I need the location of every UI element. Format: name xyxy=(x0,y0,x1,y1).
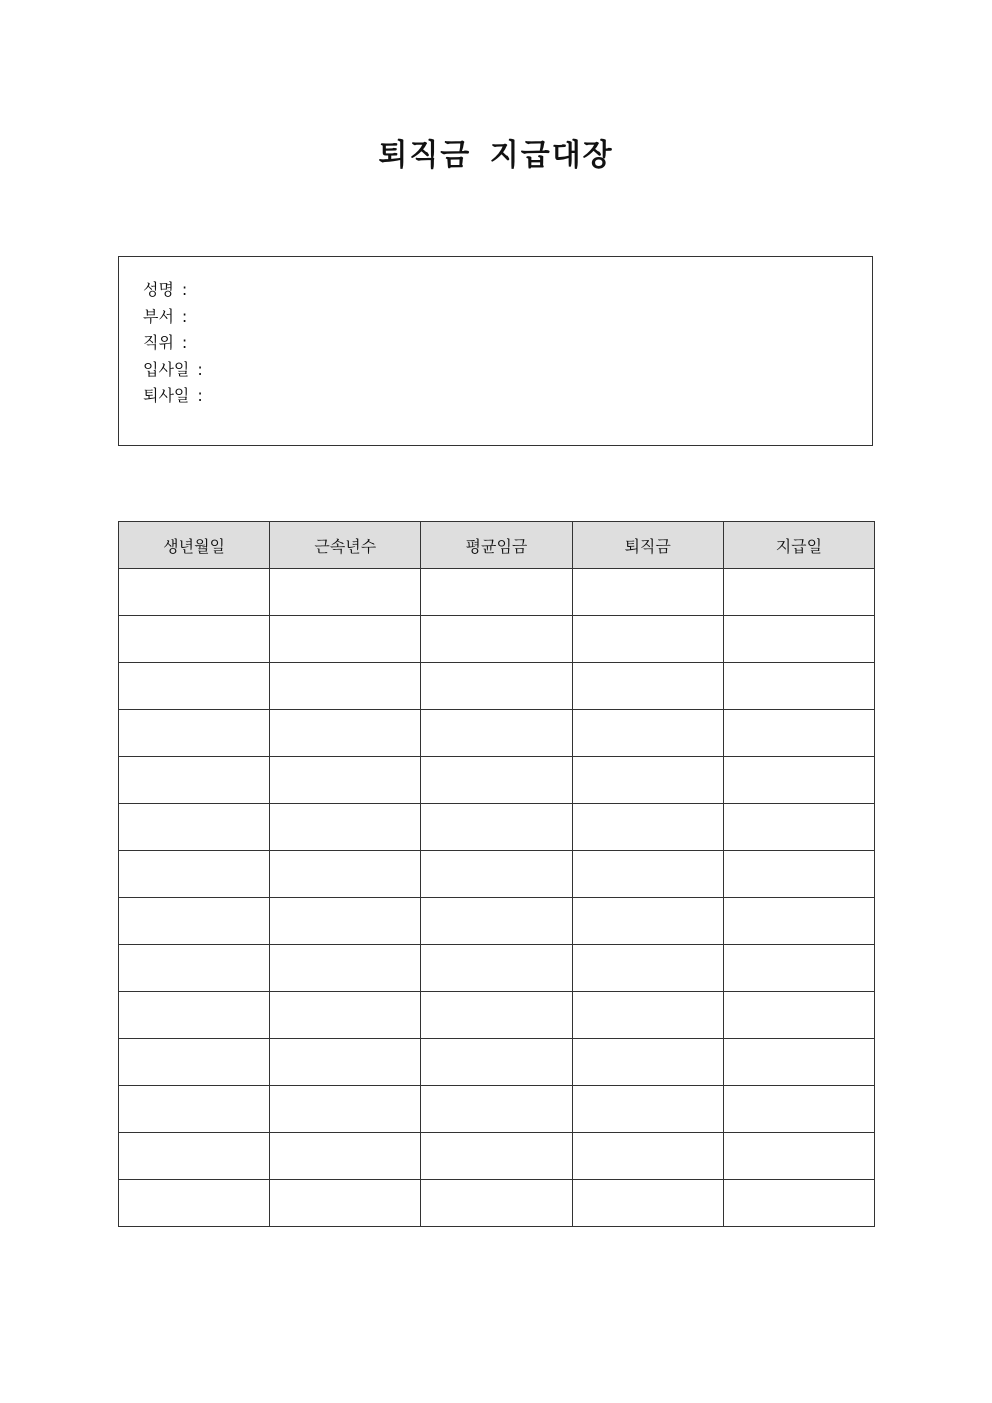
table-cell[interactable] xyxy=(421,851,572,898)
table-cell[interactable] xyxy=(270,898,421,945)
table-row xyxy=(119,945,875,992)
table-cell[interactable] xyxy=(572,851,723,898)
column-header-average-wage: 평균임금 xyxy=(421,522,572,569)
table-cell[interactable] xyxy=(723,616,874,663)
table-row xyxy=(119,1086,875,1133)
table-cell[interactable] xyxy=(421,804,572,851)
info-label: 입사일 xyxy=(143,359,190,379)
employee-info-box xyxy=(118,256,873,446)
table-cell[interactable] xyxy=(270,851,421,898)
column-header-severance-pay: 퇴직금 xyxy=(572,522,723,569)
table-cell[interactable] xyxy=(723,1086,874,1133)
table-cell[interactable] xyxy=(723,710,874,757)
table-cell[interactable] xyxy=(572,757,723,804)
info-separator: : xyxy=(181,306,188,326)
table-cell[interactable] xyxy=(572,898,723,945)
table-cell[interactable] xyxy=(421,1133,572,1180)
table-cell[interactable] xyxy=(723,804,874,851)
table-cell[interactable] xyxy=(270,1086,421,1133)
info-label: 퇴사일 xyxy=(143,386,190,405)
table-cell[interactable] xyxy=(270,1039,421,1086)
table-cell[interactable] xyxy=(119,1133,270,1180)
table-cell[interactable] xyxy=(572,804,723,851)
table-row xyxy=(119,1180,875,1227)
table-cell[interactable] xyxy=(270,945,421,992)
table-row xyxy=(119,569,875,616)
info-field-retire-date xyxy=(143,383,848,410)
table-cell[interactable] xyxy=(119,1086,270,1133)
column-header-payment-date: 지급일 xyxy=(723,522,874,569)
table-cell[interactable] xyxy=(270,1133,421,1180)
table-cell[interactable] xyxy=(270,710,421,757)
table-cell[interactable] xyxy=(119,569,270,616)
info-field-department xyxy=(143,304,848,331)
table-cell[interactable] xyxy=(723,1133,874,1180)
table-cell[interactable] xyxy=(572,992,723,1039)
table-cell[interactable] xyxy=(723,1039,874,1086)
info-label: 성명 xyxy=(143,280,174,299)
table-cell[interactable] xyxy=(421,616,572,663)
table-row xyxy=(119,1133,875,1180)
table-cell[interactable] xyxy=(119,1180,270,1227)
table-cell[interactable] xyxy=(421,569,572,616)
table-row xyxy=(119,1039,875,1086)
table-cell[interactable] xyxy=(572,569,723,616)
table-cell[interactable] xyxy=(421,663,572,710)
table-cell[interactable] xyxy=(270,757,421,804)
column-header-birth-date: 생년월일 xyxy=(119,522,270,569)
table-cell[interactable] xyxy=(119,804,270,851)
table-row xyxy=(119,710,875,757)
table-cell[interactable] xyxy=(723,898,874,945)
table-header-row xyxy=(119,522,875,569)
table-cell[interactable] xyxy=(119,710,270,757)
table-cell[interactable] xyxy=(119,1039,270,1086)
table-cell[interactable] xyxy=(723,663,874,710)
table-cell[interactable] xyxy=(572,663,723,710)
table-cell[interactable] xyxy=(119,992,270,1039)
table-cell[interactable] xyxy=(270,992,421,1039)
table-cell[interactable] xyxy=(119,945,270,992)
table-cell[interactable] xyxy=(572,945,723,992)
table-row xyxy=(119,663,875,710)
table-cell[interactable] xyxy=(119,898,270,945)
table-cell[interactable] xyxy=(723,945,874,992)
info-separator: : xyxy=(197,359,203,379)
table-cell[interactable] xyxy=(270,663,421,710)
table-row xyxy=(119,898,875,945)
column-header-years-of-service: 근속년수 xyxy=(270,522,421,569)
info-separator: : xyxy=(197,386,203,405)
table-cell[interactable] xyxy=(270,616,421,663)
table-cell[interactable] xyxy=(723,992,874,1039)
table-cell[interactable] xyxy=(572,1086,723,1133)
table-cell[interactable] xyxy=(421,992,572,1039)
info-field-position xyxy=(143,330,848,357)
table-cell[interactable] xyxy=(421,1180,572,1227)
table-cell[interactable] xyxy=(421,710,572,757)
table-cell[interactable] xyxy=(572,616,723,663)
table-cell[interactable] xyxy=(421,1039,572,1086)
table-cell[interactable] xyxy=(723,569,874,616)
table-cell[interactable] xyxy=(119,663,270,710)
table-row xyxy=(119,851,875,898)
info-separator: : xyxy=(181,280,188,299)
info-separator: : xyxy=(181,333,188,352)
table-row xyxy=(119,757,875,804)
info-field-name xyxy=(143,277,848,304)
table-cell[interactable] xyxy=(270,804,421,851)
info-field-hire-date xyxy=(143,357,848,384)
page-title: 퇴직금 지급대장 xyxy=(378,138,614,173)
table-cell[interactable] xyxy=(723,757,874,804)
table-cell[interactable] xyxy=(270,1180,421,1227)
table-row xyxy=(119,992,875,1039)
table-cell[interactable] xyxy=(421,757,572,804)
table-cell[interactable] xyxy=(119,757,270,804)
table-cell[interactable] xyxy=(723,1180,874,1227)
table-cell[interactable] xyxy=(572,710,723,757)
table-cell[interactable] xyxy=(119,616,270,663)
table-body xyxy=(119,569,875,1227)
table-cell[interactable] xyxy=(572,1133,723,1180)
table-cell[interactable] xyxy=(421,898,572,945)
info-label: 직위 xyxy=(143,333,174,352)
severance-ledger-table xyxy=(118,521,875,1227)
info-label: 부서 xyxy=(143,306,174,326)
table-row xyxy=(119,616,875,663)
table-cell[interactable] xyxy=(421,945,572,992)
table-cell[interactable] xyxy=(119,851,270,898)
table-cell[interactable] xyxy=(572,1039,723,1086)
table-row xyxy=(119,804,875,851)
table-cell[interactable] xyxy=(270,569,421,616)
table-cell[interactable] xyxy=(572,1180,723,1227)
table-cell[interactable] xyxy=(723,851,874,898)
table-cell[interactable] xyxy=(421,1086,572,1133)
